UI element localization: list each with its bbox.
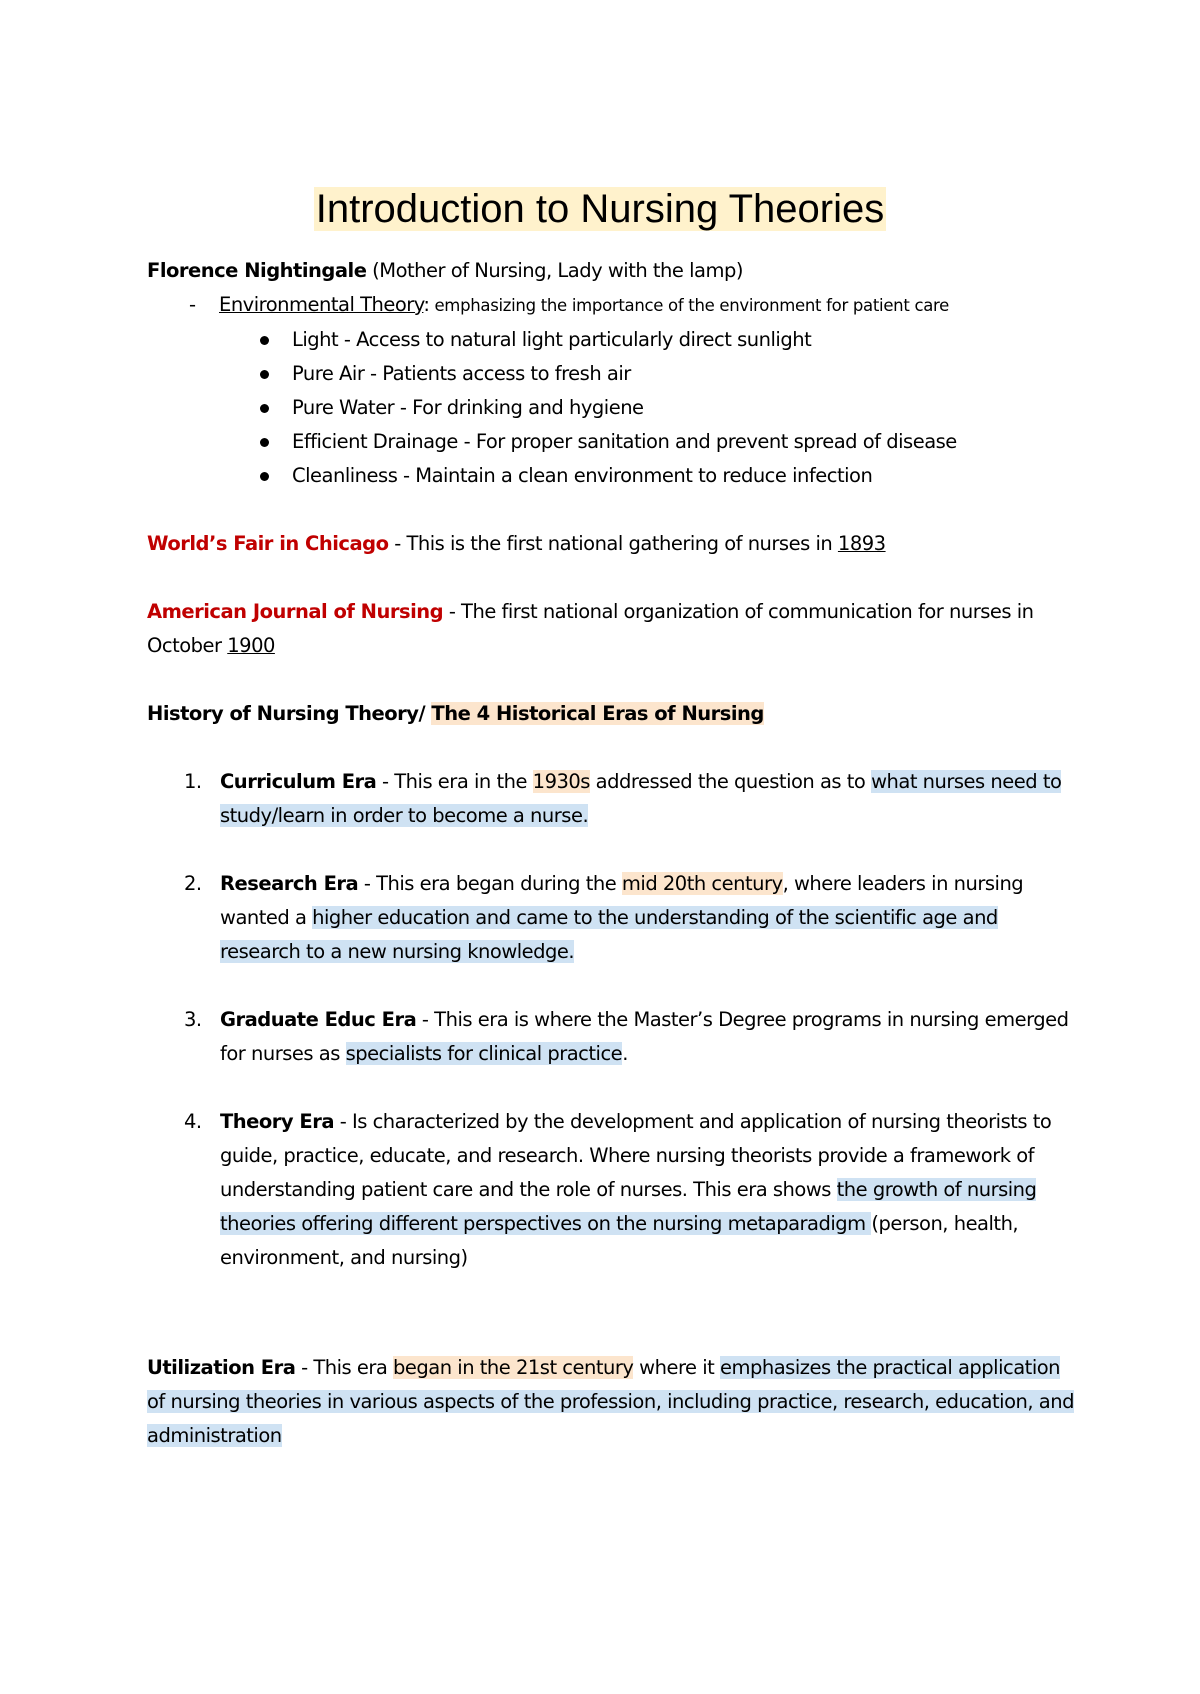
- bullet-icon: [260, 404, 269, 413]
- bullet-icon: [260, 336, 269, 345]
- list-item: [147, 425, 1077, 459]
- era-name: Curriculum Era: [220, 770, 377, 793]
- era-name: Research Era: [220, 872, 359, 895]
- era-highlight-orange: mid 20th century: [621, 872, 783, 895]
- ajn-label: American Journal of Nursing: [147, 600, 444, 623]
- history-prefix: History of Nursing Theory/: [147, 702, 432, 725]
- era-number: 4.: [184, 1110, 202, 1133]
- era-number: 2.: [184, 872, 202, 895]
- utilization-text: - This era: [295, 1356, 394, 1379]
- worlds-fair-label: World’s Fair in Chicago: [147, 532, 389, 555]
- era-highlight-blue: higher education and came to the understanding of the scientific age and research to a new nursing knowledge.: [220, 906, 998, 963]
- worlds-fair-year: 1893: [837, 532, 886, 555]
- bullet-icon: [260, 370, 269, 379]
- page-title: Introduction to Nursing Theories: [315, 187, 885, 231]
- utilization-highlight-blue: emphasizes the practical application of nursing theories in various aspects of the profession, including practice, research, education, and administration: [147, 1356, 1074, 1447]
- era-name: Graduate Educ Era: [220, 1008, 417, 1031]
- bullet-text: Efficient Drainage - For proper sanitation and prevent spread of disease: [292, 430, 957, 453]
- era-text: - Is characterized by the development and application of nursing theorists to guide, practice, educate, and research. Where nursing theorists provide a framework of understanding patient care and the role of nurses. This era shows: [220, 1110, 1052, 1201]
- era-highlight-orange: 1930s: [532, 770, 590, 793]
- utilization-text: where it: [633, 1356, 720, 1379]
- ajn-year: 1900: [227, 634, 275, 657]
- utilization-era-name: Utilization Era: [147, 1356, 296, 1379]
- ajn-text: - The first national organization of communication for nurses in October: [147, 600, 1034, 657]
- dash-marker: -: [189, 293, 196, 316]
- era-text: - This era is where the Master’s Degree programs in nursing emerged for nurses as: [220, 1008, 1069, 1065]
- era-text: , where leaders in nursing wanted a: [220, 872, 1024, 929]
- document-body: [147, 254, 1077, 1453]
- eras-list: [147, 765, 1077, 1275]
- list-item: [147, 867, 1077, 969]
- theory-colon: :: [423, 293, 430, 316]
- title-block: [0, 186, 1200, 232]
- era-name: Theory Era: [220, 1110, 335, 1133]
- era-number: 1.: [184, 770, 202, 793]
- utilization-era-paragraph: [147, 1351, 1077, 1453]
- bullet-text: Light - Access to natural light particularly direct sunlight: [292, 328, 812, 351]
- era-highlight-blue: what nurses need to study/learn in order to become a nurse.: [220, 770, 1062, 827]
- bullet-icon: [260, 472, 269, 481]
- era-highlight-blue: specialists for clinical practice: [345, 1042, 623, 1065]
- bullet-text: Pure Air - Patients access to fresh air: [292, 362, 631, 385]
- nightingale-name: Florence Nightingale: [147, 259, 367, 282]
- environmental-theory-desc: emphasizing the importance of the environment for patient care: [429, 296, 950, 315]
- ajn-paragraph: [147, 595, 1077, 663]
- worlds-fair-paragraph: [147, 527, 1077, 561]
- list-item: [147, 765, 1077, 833]
- era-text: - This era began during the: [358, 872, 622, 895]
- history-highlight: The 4 Historical Eras of Nursing: [431, 702, 764, 725]
- list-item: [147, 391, 1077, 425]
- history-heading: [147, 697, 1077, 731]
- worlds-fair-text: - This is the first national gathering of nurses in: [388, 532, 838, 555]
- bullet-icon: [260, 438, 269, 447]
- environmental-theory-line: [147, 288, 1077, 323]
- list-item: [147, 1105, 1077, 1275]
- era-text: addressed the question as to: [589, 770, 872, 793]
- bullet-text: Cleanliness - Maintain a clean environment to reduce infection: [292, 464, 873, 487]
- environmental-theory-label: Environmental Theory: [219, 293, 424, 316]
- utilization-highlight-orange: began in the 21st century: [393, 1356, 634, 1379]
- era-text: .: [622, 1042, 628, 1065]
- era-text: - This era in the: [376, 770, 533, 793]
- bullet-text: Pure Water - For drinking and hygiene: [292, 396, 644, 419]
- nightingale-heading: [147, 254, 1077, 288]
- environment-bullet-list: [147, 323, 1077, 493]
- list-item: [147, 357, 1077, 391]
- list-item: [147, 1003, 1077, 1071]
- era-highlight-blue: the growth of nursing theories offering different perspectives on the nursing metaparadigm: [220, 1178, 1037, 1235]
- era-number: 3.: [184, 1008, 202, 1031]
- era-text: (person, health, environment, and nursing): [220, 1212, 1019, 1269]
- nightingale-desc: (Mother of Nursing, Lady with the lamp): [366, 259, 743, 282]
- list-item: [147, 323, 1077, 357]
- list-item: [147, 459, 1077, 493]
